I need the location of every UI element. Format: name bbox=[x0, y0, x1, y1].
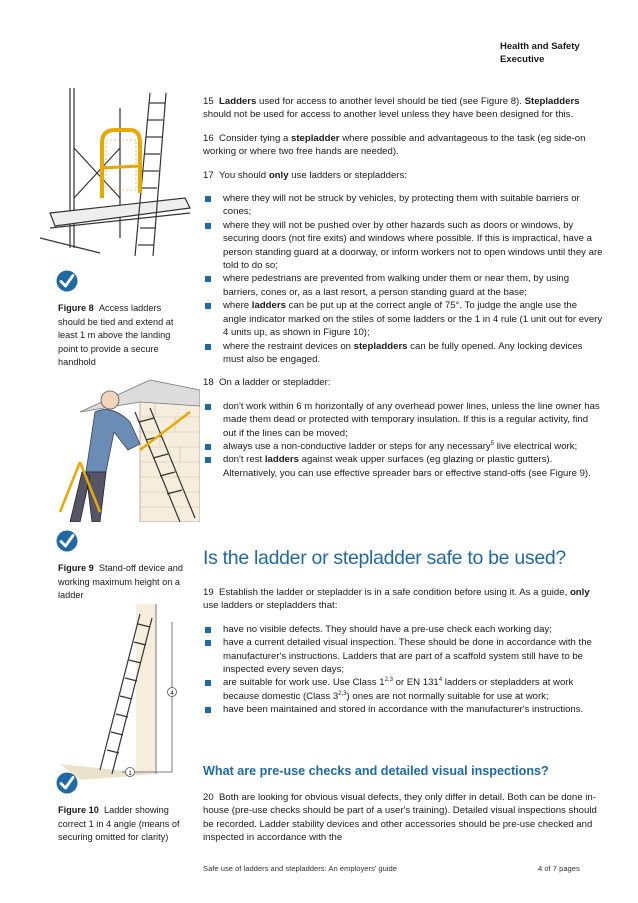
item-text: ladders or stepladders at work because domestic (Class 3 bbox=[223, 677, 574, 702]
item-text: where bbox=[223, 300, 252, 312]
bold-term: Stepladders bbox=[524, 96, 580, 107]
ratio-mark-1: 1 bbox=[128, 771, 132, 777]
bold-term: stepladders bbox=[353, 340, 408, 352]
paragraph-number: 20 bbox=[203, 792, 214, 803]
figure-8-illustration bbox=[40, 88, 200, 260]
bold-term: stepladder bbox=[291, 132, 340, 144]
paragraph-text: On a ladder or stepladder: bbox=[219, 377, 331, 389]
main-section-safety-check bbox=[203, 586, 603, 727]
paragraph-18 bbox=[203, 376, 603, 389]
paragraph-16 bbox=[203, 132, 603, 159]
list-item bbox=[203, 676, 603, 703]
item-text: don't rest bbox=[223, 454, 265, 466]
paragraph-number: 17 bbox=[203, 169, 214, 181]
ratio-mark-4: 4 bbox=[170, 691, 174, 697]
reference-number: 2,3 bbox=[384, 677, 393, 684]
list-item bbox=[203, 299, 603, 339]
list-item bbox=[203, 340, 603, 367]
bold-term: only bbox=[569, 587, 590, 598]
paragraph-text: Both are looking for obvious visual defects, they only differ in detail. Both can be done in-house (pre-use checks should be part of a user's training). Detailed visual inspections should be recorded. Ladder stability devices and other accessories should be pre-use checked and inspected in accordance with the bbox=[203, 792, 597, 844]
item-text: live electrical work; bbox=[494, 440, 578, 452]
org-line-2: Executive bbox=[500, 54, 545, 65]
list-item: have been maintained and stored in accordance with the manufacturer's instructions. bbox=[203, 703, 603, 716]
bold-term: ladders bbox=[264, 454, 299, 466]
item-text: ) ones are not normally suitable for use at work; bbox=[346, 690, 549, 702]
paragraph-text: Consider tying a bbox=[219, 132, 292, 144]
figure-10-illustration bbox=[40, 604, 200, 780]
figure-10-text: Ladder showing correct 1 in 4 angle (means of securing omitted for clarity) bbox=[58, 805, 180, 842]
reference-number: 2,3 bbox=[338, 690, 347, 697]
list-18 bbox=[203, 400, 603, 480]
figure-8-label: Figure 8 bbox=[58, 303, 94, 313]
organisation-name bbox=[500, 40, 580, 66]
reference-number: 5 bbox=[490, 440, 495, 447]
paragraph-text: use ladders or stepladders: bbox=[288, 169, 407, 181]
figure-9-text: Stand-off device and working maximum height on a ladder bbox=[58, 563, 183, 600]
org-line-1: Health and Safety bbox=[500, 41, 580, 52]
paragraph-number: 16 bbox=[203, 132, 214, 144]
figure-9-illustration bbox=[40, 372, 200, 522]
list-item: have a current detailed visual inspection. These should be done in accordance with the manufacturer's instructions. Ladders that are part of a scaffold system still have to be inspected every seven days; bbox=[203, 636, 603, 676]
item-text: can be fully opened. Any locking devices must also be engaged. bbox=[223, 340, 583, 365]
paragraph-text: Establish the ladder or stepladder is in a safe condition before using it. As a guide, bbox=[219, 587, 570, 598]
list-item bbox=[203, 440, 603, 453]
item-text: against weak upper surfaces (eg glazing or plastic gutters). Alternatively, you can use effective spreader bars or effective stand-offs (see Figure 9). bbox=[223, 454, 591, 479]
bold-term: only bbox=[268, 169, 289, 181]
paragraph-20 bbox=[203, 791, 603, 845]
figure-10-label: Figure 10 bbox=[58, 805, 99, 815]
paragraph-text: used for access to another level should be tied (see Figure 8). bbox=[256, 96, 525, 107]
paragraph-text: should not be used for access to another level unless they have been designed for this. bbox=[203, 109, 574, 121]
paragraph-number: 15 bbox=[203, 96, 214, 107]
list-item: where pedestrians are prevented from walking under them or near them, by using barriers, cones or, as a last resort, a person standing guard at the base; bbox=[203, 272, 603, 299]
figure-10-caption bbox=[58, 804, 183, 845]
paragraph-19 bbox=[203, 586, 603, 613]
item-text: or EN 131 bbox=[392, 677, 439, 689]
list-item: where they will not be struck by vehicles, by protecting them with suitable barriers or cones; bbox=[203, 192, 603, 219]
paragraph-text: where possible and advantageous to the task (eg side-on working or where two free hands are needed). bbox=[203, 132, 586, 158]
item-text: always use a non-conductive ladder or steps for any necessary bbox=[223, 440, 491, 452]
paragraph-15 bbox=[203, 95, 603, 122]
reference-number: 4 bbox=[438, 677, 443, 684]
paragraph-text: You should bbox=[219, 169, 269, 181]
main-section-inspections bbox=[203, 791, 603, 855]
list-item: have no visible defects. They should have a pre-use check each working day; bbox=[203, 623, 603, 636]
figure-9-caption bbox=[58, 562, 183, 603]
list-19 bbox=[203, 623, 603, 717]
approved-check-icon bbox=[56, 530, 78, 552]
figure-9-label: Figure 9 bbox=[58, 563, 94, 573]
paragraph-number: 18 bbox=[203, 377, 214, 389]
footer-document-title: Safe use of ladders and stepladders: An employers' guide bbox=[203, 864, 397, 873]
paragraph-text: use ladders or stepladders that: bbox=[203, 600, 338, 612]
footer-page-number: 4 of 7 pages bbox=[538, 864, 580, 873]
list-item bbox=[203, 453, 603, 480]
main-section-ladder-use bbox=[203, 95, 603, 490]
paragraph-number: 19 bbox=[203, 587, 214, 598]
figure-8-text: Access ladders should be tied and extend at least 1 m above the landing point to provide a secure handhold bbox=[58, 303, 174, 367]
figure-8-caption bbox=[58, 302, 183, 370]
subheading-pre-use-checks: What are pre-use checks and detailed visual inspections? bbox=[203, 764, 549, 778]
item-text: can be put up at the correct angle of 75°. To judge the angle use the angle indicator marked on the stiles of some ladders or the 1 in 4 rule (1 unit out for every 4 units up, as shown in Figure 10); bbox=[223, 300, 603, 339]
approved-check-icon bbox=[56, 270, 78, 292]
bold-term: ladders bbox=[251, 300, 286, 312]
list-item: don't work within 6 m horizontally of any overhead power lines, unless the line owner has made them dead or protected with temporary insulation. If this is a regular activity, find out if the lines can be moved; bbox=[203, 400, 603, 440]
item-text: where the restraint devices on bbox=[223, 340, 354, 352]
item-text: are suitable for work use. Use Class 1 bbox=[223, 677, 385, 689]
paragraph-17 bbox=[203, 169, 603, 182]
section-heading-safe-to-use: Is the ladder or stepladder safe to be used? bbox=[203, 547, 566, 569]
list-17 bbox=[203, 192, 603, 366]
bold-term: Ladders bbox=[219, 96, 257, 107]
approved-check-icon bbox=[56, 772, 78, 794]
list-item: where they will not be pushed over by other hazards such as doors or windows, by securing doors (not fire exits) and windows where possible. If this is impractical, have a person standing guard at a doorway, or inform workers not to open windows until they are told to do so; bbox=[203, 219, 603, 273]
